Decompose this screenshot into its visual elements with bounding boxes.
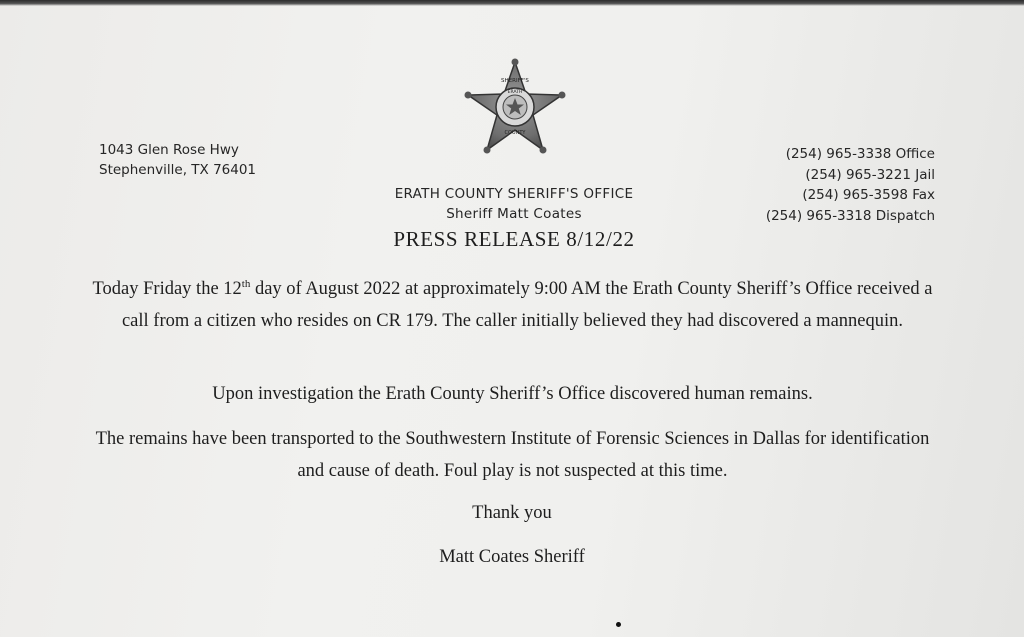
phone-office: (254) 965-3338 Office [785, 146, 935, 162]
phone-list [766, 144, 935, 226]
sheriff-name: Sheriff Matt Coates [446, 206, 582, 222]
body-paragraph-2: Upon investigation the Erath County Sheriff’s Office discovered human remains. [212, 384, 813, 404]
signature: Matt Coates Sheriff [439, 547, 585, 567]
paper-mark [616, 622, 621, 627]
sheriff-star-badge-icon [463, 58, 567, 158]
address-line: Stephenville, TX 76401 [99, 162, 257, 178]
body-paragraph-3: The remains have been transported to the Southwestern Institute of Forensic Sciences in Dallas for identification and cause of death. Foul play is not suspected at this time. [95, 429, 930, 481]
body-paragraph-1 [80, 274, 945, 337]
phone-dispatch: (254) 965-3318 Dispatch [765, 207, 935, 224]
phone-jail: (254) 965-3221 Jail [805, 166, 935, 183]
p1-ordinal-suffix: th [241, 278, 251, 290]
phone-fax: (254) 965-3598 Fax [802, 187, 935, 203]
badge-bottom-text: COUNTY [504, 130, 526, 136]
office-heading [314, 184, 714, 224]
closing-thanks: Thank you [472, 503, 552, 523]
document-title: PRESS RELEASE 8/12/22 [393, 227, 635, 251]
p1-text-start: Today Friday the 12 [92, 279, 242, 299]
office-address [99, 140, 256, 180]
badge-top-text: SHERIFF'S [501, 78, 529, 84]
p1-text-end: day of August 2022 at approximately 9:00 AM the Erath County Sheriff’s Office received a call from a citizen who resides on CR 179. The caller initially believed they had discovered a mannequin. [121, 279, 933, 331]
address-line: 1043 Glen Rose Hwy [99, 142, 239, 158]
badge-center-text: ERATH [507, 90, 523, 95]
office-name: ERATH COUNTY SHERIFF'S OFFICE [394, 186, 634, 202]
photo-top-edge [0, 0, 1024, 6]
